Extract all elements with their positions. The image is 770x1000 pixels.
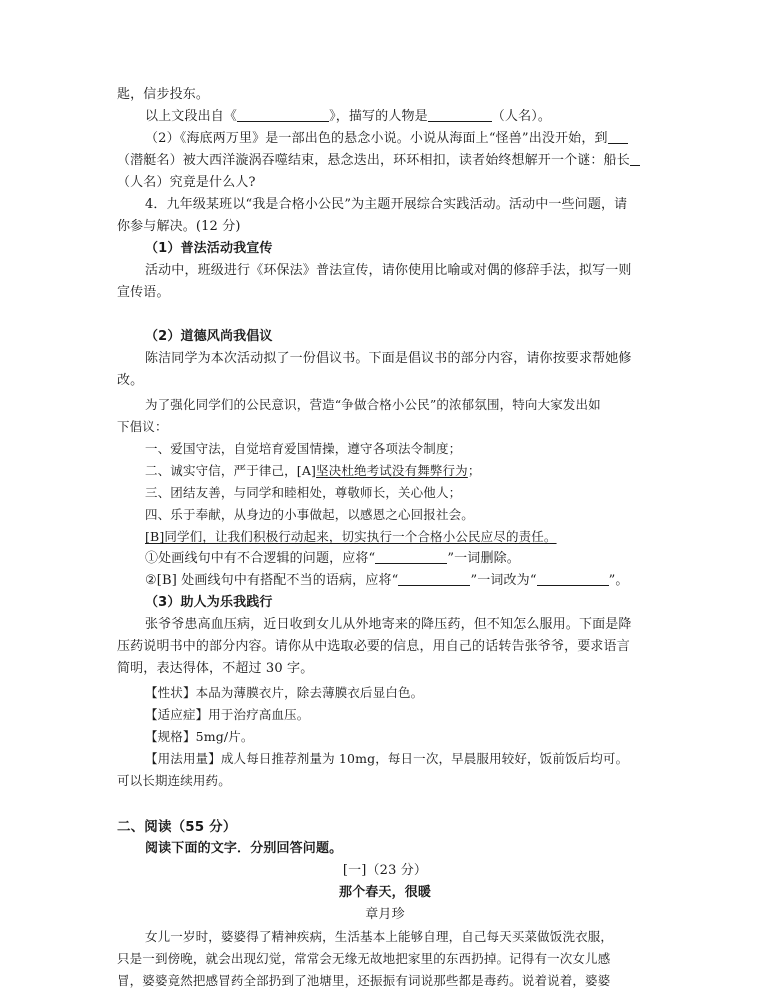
underlined-sentence-b: [B]同学们，让我们积极行动起来，切实执行一个合格小公民应尽的责任。	[145, 529, 557, 544]
proposal-line: 一、爱国守法，自觉培育爱国情操，遵守各项法令制度；	[145, 441, 462, 456]
question-line: 陈洁同学为本次活动拟了一份倡议书。下面是倡议书的部分内容，请你按要求帮她修	[145, 351, 632, 366]
proposal-line	[0, 526, 770, 548]
question-line: 张爷爷患高血压病，近日收到女儿从外地寄来的降压药，但不知怎么服用。下面是降	[145, 617, 632, 632]
answer-blank[interactable]	[398, 572, 470, 586]
question-line: 改。	[117, 373, 144, 388]
question-line: ①处画线句中有不合逻辑的问题，应将“ ”一词删除。	[145, 551, 520, 566]
question-line: 以上文段出自《 》，描写的人物是 （人名）。	[145, 109, 552, 124]
question-line: （潜艇名）被大西洋漩涡吞噬结束，悬念迭出，环环相扣，读者始终想解开一个谜：船长	[0, 150, 770, 172]
question-line: 活动中，班级进行《环保法》普法宣传，请你使用比喻或对偶的修辞手法，拟写一则	[145, 263, 632, 278]
text-line: 匙，信步投东。	[117, 87, 210, 102]
question-line: （人名）究竟是什么人?	[117, 175, 256, 190]
article-line: 只是一到傍晚，就会出现幻觉，常常会无缘无故地把家里的东西扔掉。记得有一次女儿感	[117, 951, 611, 966]
instruction-item: 【性状】本品为薄膜衣片，除去薄膜衣后显白色。	[145, 685, 424, 700]
question-line: ②[B] 处画线句中有搭配不当的语病，应将“ ”一词改为“ ”。	[145, 573, 629, 588]
question-line: 你参与解决。(12 分)	[117, 219, 241, 234]
part-label: [一]（23 分）	[342, 863, 428, 878]
answer-blank[interactable]	[537, 572, 609, 586]
question-line: 简明，表达得体，不超过 30 字。	[117, 661, 314, 676]
proposal-line: 为了强化同学们的公民意识，营造“争做合格小公民”的浓郁氛围，特向大家发出如	[145, 397, 601, 412]
answer-blank[interactable]	[428, 108, 492, 122]
instruction-item: 【规格】5mg/片。	[145, 729, 254, 744]
answer-blank[interactable]	[608, 130, 628, 144]
article-author: 章月珍	[365, 907, 405, 922]
question-line: 宣传语。	[117, 285, 170, 300]
instruction-item: 【用法用量】成人每日推荐剂量为 10mg，每日一次，早晨服用较好，饭前饭后均可。	[145, 751, 629, 766]
underlined-sentence-a: 坚决杜绝考试没有舞弊行为	[316, 463, 468, 478]
question-line: （2）《海底两万里》是一部出色的悬念小说。小说从海面上“怪兽”出没开始，到	[0, 128, 770, 150]
proposal-line: 下倡议：	[117, 419, 168, 434]
answer-blank[interactable]	[237, 108, 329, 122]
question-line: 压药说明书中的部分内容。请你从中选取必要的信息，用自己的话转告张爷爷，要求语言	[117, 639, 630, 654]
subheading: （2）道德风尚我倡议	[145, 329, 273, 344]
proposal-line: 三、团结友善，与同学和睦相处，尊敬师长，关心他人；	[145, 485, 462, 500]
instruction-item: 【适应症】用于治疗高血压。	[145, 707, 310, 722]
subheading: （1）普法活动我宣传	[145, 241, 273, 256]
answer-blank[interactable]	[375, 550, 447, 564]
proposal-line: 四、乐于奉献，从身边的小事做起，以感恩之心回报社会。	[145, 507, 474, 522]
proposal-line: 二、诚实守信，严于律己，[A]坚决杜绝考试没有舞弊行为；	[145, 463, 481, 478]
article-title: 那个春天，很暖	[338, 885, 432, 900]
answer-blank[interactable]	[630, 152, 640, 166]
section-heading: 二、阅读（55 分）	[117, 819, 237, 835]
question-line: 4．九年级某班以“我是合格小公民”为主题开展综合实践活动。活动中一些问题，请	[145, 197, 628, 212]
instruction-item: 可以长期连续用药。	[117, 773, 231, 788]
subheading: （3）助人为乐我践行	[145, 595, 273, 610]
article-line: 冒，婆婆竟然把感冒药全部扔到了池塘里，还振振有词说那些都是毒药。说着说着，婆婆	[117, 973, 611, 988]
section-instruction: 阅读下面的文字．分别回答问题。	[145, 841, 343, 856]
article-line: 女儿一岁时，婆婆得了精神疾病，生活基本上能够自理，自己每天买菜做饭洗衣服，	[145, 929, 614, 944]
